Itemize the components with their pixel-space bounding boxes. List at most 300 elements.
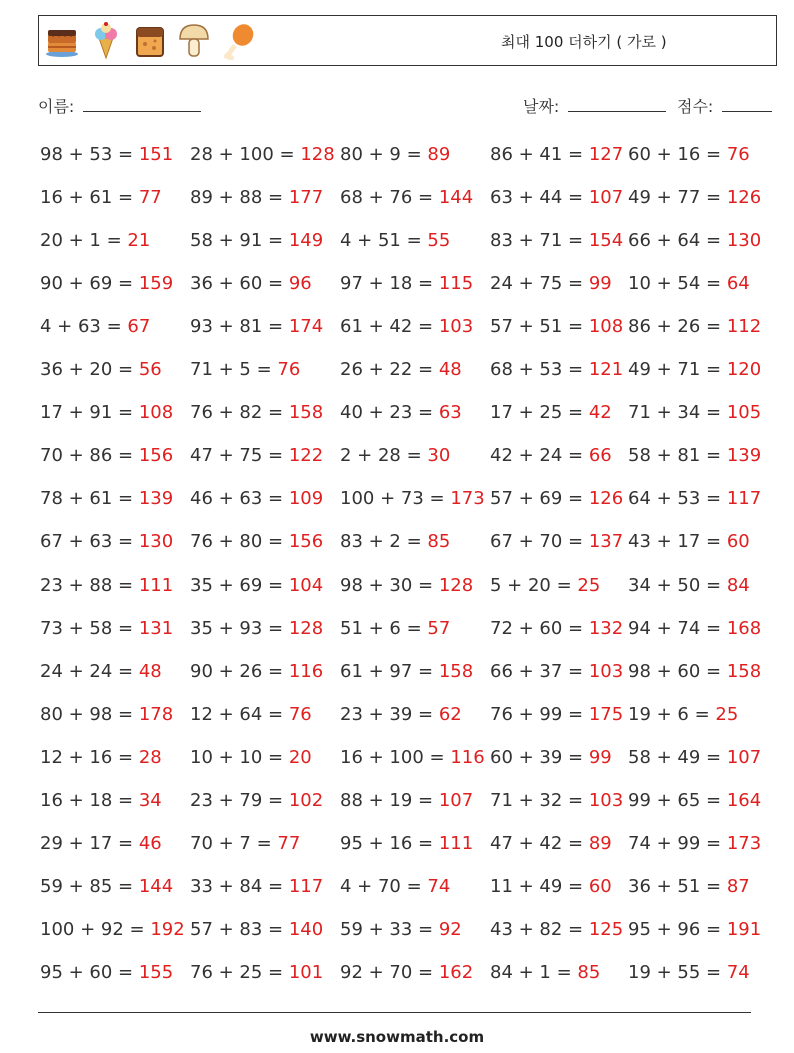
problem-answer: 57	[427, 617, 451, 639]
problem-answer: 130	[138, 531, 174, 553]
problem-item	[628, 661, 761, 682]
problem-answer: 99	[588, 273, 612, 295]
problem-answer: 107	[438, 789, 474, 811]
problem-question: 76 + 82 =	[190, 402, 289, 424]
problem-item	[40, 919, 185, 940]
problem-item	[490, 575, 600, 596]
problem-answer: 168	[726, 617, 762, 639]
problem-answer: 67	[127, 316, 151, 338]
problem-answer: 117	[726, 488, 762, 510]
problem-item	[40, 316, 150, 337]
problem-answer: 89	[588, 832, 612, 854]
problem-item	[190, 359, 300, 380]
problem-answer: 74	[427, 875, 451, 897]
problem-item	[40, 962, 173, 983]
problem-item	[490, 790, 623, 811]
problem-question: 57 + 69 =	[490, 488, 589, 510]
problem-item	[190, 575, 323, 596]
problem-item	[40, 445, 173, 466]
problem-answer: 25	[715, 703, 739, 725]
problem-answer: 112	[726, 316, 762, 338]
problem-answer: 84	[726, 574, 750, 596]
problem-question: 17 + 91 =	[40, 402, 139, 424]
problem-question: 59 + 85 =	[40, 875, 139, 897]
date-field	[523, 94, 666, 117]
problem-item	[40, 790, 162, 811]
problem-question: 40 + 23 =	[340, 402, 439, 424]
problem-answer: 156	[288, 531, 324, 553]
problem-question: 5 + 20 =	[490, 574, 578, 596]
problem-item	[490, 661, 623, 682]
problem-item	[190, 919, 323, 940]
problem-item	[628, 144, 750, 165]
problem-item	[340, 704, 462, 725]
problem-answer: 85	[577, 961, 601, 983]
score-blank-line[interactable]	[722, 95, 772, 112]
problem-question: 12 + 16 =	[40, 746, 139, 768]
problem-question: 63 + 44 =	[490, 187, 589, 209]
problem-answer: 116	[450, 746, 485, 768]
problem-answer: 103	[588, 660, 624, 682]
problem-answer: 155	[138, 961, 174, 983]
problem-answer: 115	[438, 273, 474, 295]
problem-question: 76 + 80 =	[190, 531, 289, 553]
problem-answer: 154	[588, 230, 624, 252]
problem-question: 20 + 1 =	[40, 230, 128, 252]
problem-answer: 25	[577, 574, 601, 596]
problem-item	[490, 531, 623, 552]
problem-item	[340, 359, 462, 380]
problem-question: 23 + 79 =	[190, 789, 289, 811]
problem-question: 100 + 73 =	[340, 488, 451, 510]
problem-item	[490, 962, 600, 983]
problem-answer: 109	[288, 488, 324, 510]
score-label: 점수:	[677, 97, 714, 116]
problem-answer: 48	[438, 359, 462, 381]
problem-item	[628, 187, 761, 208]
problem-answer: 127	[588, 144, 624, 165]
problem-item	[40, 402, 173, 423]
problem-item	[40, 144, 173, 165]
problem-question: 29 + 17 =	[40, 832, 139, 854]
problem-item	[340, 962, 473, 983]
problem-question: 58 + 49 =	[628, 746, 727, 768]
problem-item	[340, 144, 450, 165]
problem-answer: 177	[288, 187, 324, 209]
problem-item	[40, 618, 173, 639]
problem-question: 58 + 81 =	[628, 445, 727, 467]
problem-item	[628, 919, 761, 940]
problem-answer: 77	[277, 832, 301, 854]
problem-answer: 140	[288, 918, 324, 940]
problem-item	[340, 316, 473, 337]
problem-answer: 62	[438, 703, 462, 725]
problem-answer: 63	[438, 402, 462, 424]
problem-question: 60 + 16 =	[628, 144, 727, 165]
problem-item	[340, 488, 485, 509]
problem-question: 4 + 51 =	[340, 230, 428, 252]
problem-item	[340, 402, 462, 423]
problem-question: 93 + 81 =	[190, 316, 289, 338]
problem-answer: 139	[726, 445, 762, 467]
problem-item	[340, 445, 450, 466]
problem-question: 86 + 41 =	[490, 144, 589, 165]
problem-question: 12 + 64 =	[190, 703, 289, 725]
problem-question: 71 + 32 =	[490, 789, 589, 811]
name-label: 이름:	[38, 97, 75, 116]
problem-answer: 117	[288, 875, 324, 897]
problem-item	[40, 230, 150, 251]
problem-question: 94 + 74 =	[628, 617, 727, 639]
problem-item	[40, 531, 173, 552]
problem-item	[190, 531, 323, 552]
problem-item	[628, 618, 761, 639]
problem-question: 73 + 58 =	[40, 617, 139, 639]
problem-item	[190, 618, 323, 639]
problem-question: 51 + 6 =	[340, 617, 428, 639]
problem-question: 43 + 82 =	[490, 918, 589, 940]
problem-question: 24 + 24 =	[40, 660, 139, 682]
problem-answer: 158	[438, 660, 474, 682]
problem-question: 66 + 37 =	[490, 660, 589, 682]
problem-item	[340, 575, 473, 596]
problem-question: 23 + 39 =	[340, 703, 439, 725]
problem-question: 89 + 88 =	[190, 187, 289, 209]
problem-item	[190, 273, 312, 294]
problem-answer: 174	[288, 316, 324, 338]
problem-question: 80 + 98 =	[40, 703, 139, 725]
problem-item	[490, 445, 612, 466]
problem-item	[628, 876, 750, 897]
problem-question: 49 + 77 =	[628, 187, 727, 209]
problem-item	[628, 316, 761, 337]
problem-question: 2 + 28 =	[340, 445, 428, 467]
problem-answer: 30	[427, 445, 451, 467]
problem-question: 83 + 2 =	[340, 531, 428, 553]
date-label: 날짜:	[523, 97, 560, 116]
problem-question: 47 + 42 =	[490, 832, 589, 854]
problem-item	[190, 144, 335, 165]
problem-question: 61 + 97 =	[340, 660, 439, 682]
problem-question: 90 + 26 =	[190, 660, 289, 682]
problem-question: 97 + 18 =	[340, 273, 439, 295]
problem-item	[340, 230, 450, 251]
problem-question: 70 + 86 =	[40, 445, 139, 467]
problem-item	[190, 704, 312, 725]
problem-answer: 128	[300, 144, 335, 165]
problem-question: 47 + 75 =	[190, 445, 289, 467]
problem-item	[190, 187, 323, 208]
problem-answer: 102	[288, 789, 324, 811]
problem-answer: 126	[726, 187, 762, 209]
problem-answer: 101	[288, 961, 324, 983]
problem-item	[40, 575, 173, 596]
problem-question: 42 + 24 =	[490, 445, 589, 467]
problem-item	[40, 187, 162, 208]
problem-question: 16 + 61 =	[40, 187, 139, 209]
problem-question: 80 + 9 =	[340, 144, 428, 165]
problem-answer: 105	[726, 402, 762, 424]
problem-item	[340, 833, 473, 854]
problem-question: 86 + 26 =	[628, 316, 727, 338]
problem-question: 70 + 7 =	[190, 832, 278, 854]
problem-answer: 55	[427, 230, 451, 252]
score-field	[677, 94, 772, 117]
problem-answer: 85	[427, 531, 451, 553]
problem-item	[340, 618, 450, 639]
problem-answer: 128	[288, 617, 324, 639]
problem-item	[190, 488, 323, 509]
problem-item	[190, 445, 323, 466]
problem-question: 33 + 84 =	[190, 875, 289, 897]
problem-item	[40, 876, 173, 897]
problem-question: 43 + 17 =	[628, 531, 727, 553]
problem-question: 66 + 64 =	[628, 230, 727, 252]
problem-question: 57 + 51 =	[490, 316, 589, 338]
problem-question: 4 + 70 =	[340, 875, 428, 897]
problem-answer: 76	[277, 359, 301, 381]
problem-item	[40, 833, 162, 854]
problem-answer: 144	[438, 187, 474, 209]
problem-question: 60 + 39 =	[490, 746, 589, 768]
problem-item	[340, 273, 473, 294]
problem-question: 99 + 65 =	[628, 789, 727, 811]
problem-item	[490, 144, 623, 165]
problem-question: 59 + 33 =	[340, 918, 439, 940]
header-icons	[45, 22, 255, 60]
problem-answer: 130	[726, 230, 762, 252]
problem-question: 61 + 42 =	[340, 316, 439, 338]
problem-answer: 76	[726, 144, 750, 165]
problem-item	[628, 488, 761, 509]
problem-question: 83 + 71 =	[490, 230, 589, 252]
problem-answer: 158	[726, 660, 762, 682]
footer-site: www.snowmath.com	[309, 1028, 485, 1046]
problem-answer: 107	[588, 187, 624, 209]
problem-question: 68 + 53 =	[490, 359, 589, 381]
problem-item	[628, 445, 761, 466]
problem-answer: 108	[138, 402, 174, 424]
problem-item	[490, 488, 623, 509]
problem-answer: 137	[588, 531, 624, 553]
problem-item	[628, 962, 750, 983]
problem-item	[490, 230, 623, 251]
problem-item	[190, 230, 323, 251]
problem-answer: 158	[288, 402, 324, 424]
problem-item	[40, 704, 173, 725]
problem-answer: 56	[138, 359, 162, 381]
problem-answer: 103	[438, 316, 474, 338]
problem-question: 95 + 96 =	[628, 918, 727, 940]
problem-item	[190, 833, 300, 854]
problem-item	[340, 661, 473, 682]
problem-question: 23 + 88 =	[40, 574, 139, 596]
problem-item	[490, 402, 612, 423]
problem-item	[340, 187, 473, 208]
problem-question: 16 + 100 =	[340, 746, 451, 768]
footer-divider	[38, 1012, 751, 1013]
problem-item	[490, 359, 623, 380]
problem-question: 57 + 83 =	[190, 918, 289, 940]
problem-question: 36 + 51 =	[628, 875, 727, 897]
problem-question: 98 + 30 =	[340, 574, 439, 596]
problem-question: 76 + 25 =	[190, 961, 289, 983]
problem-question: 26 + 22 =	[340, 359, 439, 381]
problem-question: 24 + 75 =	[490, 273, 589, 295]
problem-answer: 121	[588, 359, 624, 381]
problem-question: 100 + 92 =	[40, 918, 151, 940]
problem-answer: 76	[288, 703, 312, 725]
problem-answer: 111	[138, 574, 174, 596]
problem-item	[490, 876, 612, 897]
problem-question: 76 + 99 =	[490, 703, 589, 725]
problem-item	[628, 747, 761, 768]
problem-answer: 144	[138, 875, 174, 897]
problem-answer: 122	[288, 445, 324, 467]
problem-answer: 66	[588, 445, 612, 467]
problem-answer: 103	[588, 789, 624, 811]
problem-question: 36 + 20 =	[40, 359, 139, 381]
problem-question: 92 + 70 =	[340, 961, 439, 983]
problem-item	[628, 833, 761, 854]
problem-question: 46 + 63 =	[190, 488, 289, 510]
name-field	[38, 94, 201, 117]
problem-question: 19 + 6 =	[628, 703, 716, 725]
problem-item	[490, 919, 623, 940]
problem-answer: 60	[588, 875, 612, 897]
problem-question: 72 + 60 =	[490, 617, 589, 639]
problem-question: 17 + 25 =	[490, 402, 589, 424]
problem-question: 95 + 16 =	[340, 832, 439, 854]
header-box	[38, 15, 777, 66]
problem-item	[490, 273, 612, 294]
problem-answer: 120	[726, 359, 762, 381]
problem-answer: 125	[588, 918, 624, 940]
problem-question: 90 + 69 =	[40, 273, 139, 295]
problem-answer: 104	[288, 574, 324, 596]
problem-question: 71 + 5 =	[190, 359, 278, 381]
problem-question: 68 + 76 =	[340, 187, 439, 209]
problem-answer: 99	[588, 746, 612, 768]
bread-icon	[133, 22, 167, 60]
problem-question: 11 + 49 =	[490, 875, 589, 897]
problem-question: 98 + 60 =	[628, 660, 727, 682]
worksheet-title: 최대 100 더하기 ( 가로 )	[501, 33, 667, 51]
problem-answer: 87	[726, 875, 750, 897]
problem-question: 71 + 34 =	[628, 402, 727, 424]
problem-answer: 162	[438, 961, 474, 983]
problem-item	[628, 790, 761, 811]
problem-item	[340, 919, 462, 940]
problem-answer: 108	[588, 316, 624, 338]
problem-item	[340, 747, 485, 768]
problem-question: 35 + 69 =	[190, 574, 289, 596]
problem-item	[190, 876, 323, 897]
problem-answer: 77	[138, 187, 162, 209]
problem-answer: 34	[138, 789, 162, 811]
problem-item	[490, 618, 623, 639]
problem-answer: 149	[288, 230, 324, 252]
problem-item	[490, 316, 623, 337]
problem-question: 34 + 50 =	[628, 574, 727, 596]
date-blank-line[interactable]	[568, 95, 666, 112]
problem-item	[40, 661, 162, 682]
problem-answer: 20	[288, 746, 312, 768]
problem-item	[628, 230, 761, 251]
problem-item	[190, 962, 323, 983]
problem-answer: 60	[726, 531, 750, 553]
problem-question: 95 + 60 =	[40, 961, 139, 983]
problem-question: 74 + 99 =	[628, 832, 727, 854]
problem-item	[40, 273, 173, 294]
ice-cream-icon	[89, 22, 123, 60]
problem-question: 78 + 61 =	[40, 488, 139, 510]
problem-question: 49 + 71 =	[628, 359, 727, 381]
problem-answer: 46	[138, 832, 162, 854]
problem-question: 98 + 53 =	[40, 144, 139, 165]
problem-answer: 156	[138, 445, 174, 467]
problem-answer: 28	[138, 746, 162, 768]
problem-answer: 107	[726, 746, 762, 768]
problem-item	[628, 531, 750, 552]
problem-question: 10 + 54 =	[628, 273, 727, 295]
problem-item	[190, 316, 323, 337]
problem-item	[190, 747, 312, 768]
problem-item	[190, 661, 323, 682]
problem-answer: 92	[438, 918, 462, 940]
problem-item	[490, 747, 612, 768]
problem-item	[628, 402, 761, 423]
name-blank-line[interactable]	[83, 95, 201, 112]
problem-question: 67 + 70 =	[490, 531, 589, 553]
problem-question: 35 + 93 =	[190, 617, 289, 639]
problem-question: 28 + 100 =	[190, 144, 301, 165]
problem-answer: 89	[427, 144, 451, 165]
problem-item	[40, 359, 162, 380]
problem-item	[628, 273, 750, 294]
problem-answer: 116	[288, 660, 324, 682]
problem-question: 84 + 1 =	[490, 961, 578, 983]
problem-question: 88 + 19 =	[340, 789, 439, 811]
mushroom-icon	[177, 22, 211, 60]
problem-item	[340, 531, 450, 552]
problem-item	[490, 704, 623, 725]
problem-answer: 111	[438, 832, 474, 854]
problem-answer: 191	[726, 918, 762, 940]
problem-answer: 164	[726, 789, 762, 811]
problem-question: 10 + 10 =	[190, 746, 289, 768]
problem-item	[490, 187, 623, 208]
problem-answer: 96	[288, 273, 312, 295]
problem-item	[340, 876, 450, 897]
problem-item	[628, 575, 750, 596]
problem-answer: 173	[726, 832, 762, 854]
problem-answer: 192	[150, 918, 185, 940]
problem-item	[628, 359, 761, 380]
problem-item	[40, 488, 173, 509]
problem-question: 67 + 63 =	[40, 531, 139, 553]
drumstick-icon	[221, 22, 255, 60]
problem-question: 16 + 18 =	[40, 789, 139, 811]
problem-item	[40, 747, 162, 768]
cake-icon	[45, 22, 79, 60]
problem-answer: 74	[726, 961, 750, 983]
problem-answer: 173	[450, 488, 485, 510]
problem-answer: 139	[138, 488, 174, 510]
problem-question: 4 + 63 =	[40, 316, 128, 338]
problem-question: 19 + 55 =	[628, 961, 727, 983]
problem-answer: 128	[438, 574, 474, 596]
